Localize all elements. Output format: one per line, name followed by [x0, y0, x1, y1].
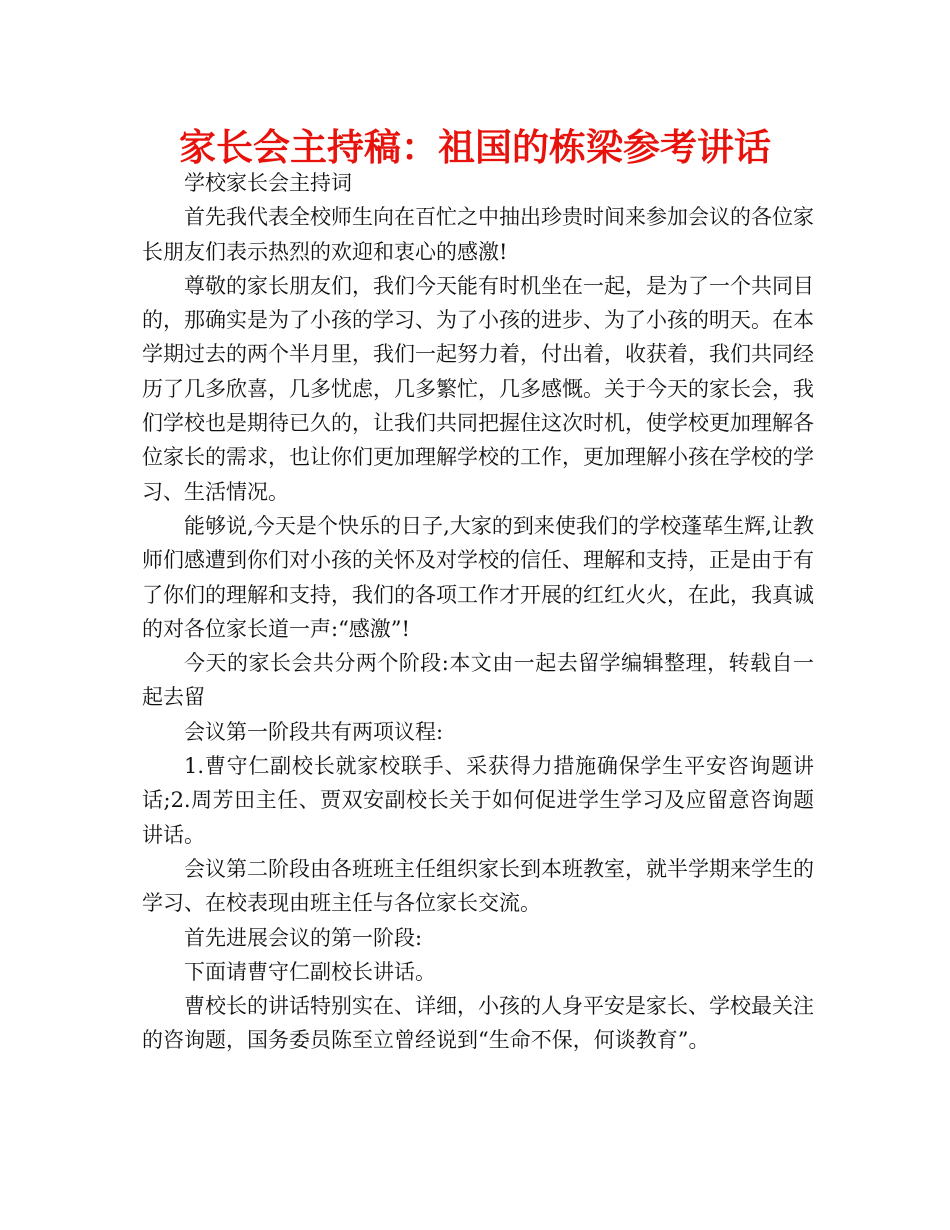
- paragraph-invite-speaker: 下面请曹守仁副校长讲话。: [184, 959, 436, 984]
- paragraph-subtitle: 学校家长会主持词: [184, 171, 352, 195]
- document-title: 家长会主持稿：祖国的栋梁参考讲话: [179, 126, 771, 169]
- paragraph-thanks: 能够说,今天是个快乐的日子,大家的到来使我们的学校蓬荜生辉,让教师们感遭到你们对小孩的关怀及对学校的信任、理解和支持，正是由于有了你们的理解和支持，我们的各项工作才开展的红红火火，在此，我真诚的对各位家长道一声:“感激”!: [142, 513, 814, 641]
- paragraph-stage-two: 会议第二阶段由各班班主任组织家长到本班教室，就半学期来学生的学习、在校表现由班主任与各位家长交流。: [142, 856, 814, 916]
- paragraph-welcome: 首先我代表全校师生向在百忙之中抽出珍贵时间来参加会议的各位家长朋友们表示热烈的欢迎和衷心的感激!: [142, 205, 814, 264]
- paragraph-speech-summary: 曹校长的讲话特别实在、详细，小孩的人身平安是家长、学校最关注的咨询题，国务委员陈至立曾经说到“生命不保，何谈教育”。: [142, 994, 814, 1053]
- paragraph-stages: 今天的家长会共分两个阶段:本文由一起去留学编辑整理，转载自一起去留: [142, 651, 814, 710]
- paragraph-purpose: 尊敬的家长朋友们，我们今天能有时机坐在一起，是为了一个共同目的，那确实是为了小孩的学习、为了小孩的进步、为了小孩的明天。在本学期过去的两个半月里，我们一起努力着，付出着，收获着，我们共同经历了几多欣喜，几多忧虑，几多繁忙，几多感慨。关于今天的家长会，我们学校也是期待已久的，让我们共同把握住这次时机，使学校更加理解各位家长的需求，也让你们更加理解学校的工作，更加理解小孩在学校的学习、生活情况。: [142, 273, 814, 504]
- paragraph-agenda: 1.曹守仁副校长就家校联手、采获得力措施确保学生平安咨询题讲话;2.周芳田主任、贾双安副校长关于如何促进学生学习及应留意咨询题讲话。: [142, 754, 814, 847]
- document-body: [142, 166, 814, 1058]
- paragraph-begin-stage-one: 首先进展会议的第一阶段:: [184, 925, 423, 950]
- paragraph-stage-one-intro: 会议第一阶段共有两项议程:: [184, 719, 444, 744]
